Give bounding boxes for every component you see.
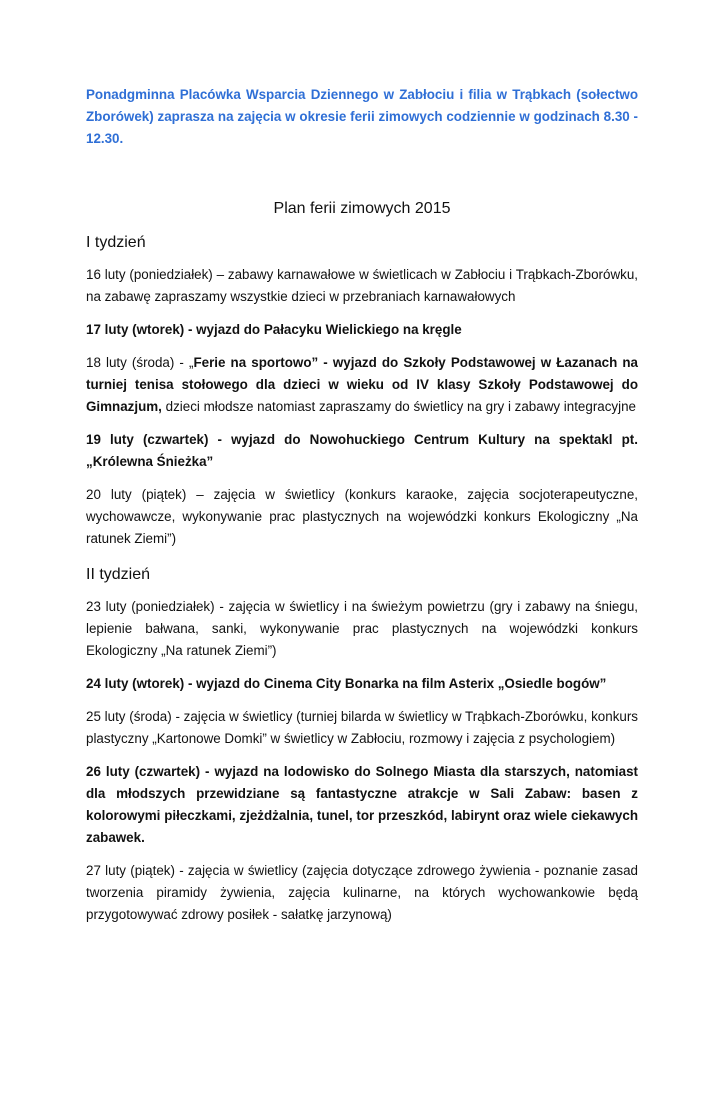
- week-2-day-26: 26 luty (czwartek) - wyjazd na lodowisko do Solnego Miasta dla starszych, natomiast dla młodszych przewidziane są fantastyczne atrakcje w Sali Zabaw: basen z kolorowymi piłeczkami, zjeżdżalnia, tunel, tor przeszkód, labirynt oraz wiele ciekawych zabawek.: [86, 764, 638, 845]
- week-1-day-18: [86, 352, 638, 418]
- week-2-heading: II tydzień: [86, 566, 151, 583]
- week-1-day-20: 20 luty (piątek) – zajęcia w świetlicy (konkurs karaoke, zajęcia socjoterapeutyczne, wychowawcze, wykonywanie prac plastycznych na wojewódzki konkurs Ekologiczny „Na ratunek Ziemi”): [86, 487, 638, 546]
- day-18-bold: Ferie na sportowo” - wyjazd do Szkoły Podstawowej w Łazanach na turniej tenisa stołowego dla dzieci w wieku od IV klasy Szkoły Podstawowej do Gimnazjum,: [86, 355, 638, 414]
- week-1-day-16: 16 luty (poniedziałek) – zabawy karnawałowe w świetlicach w Zabłociu i Trąbkach-Zborówku, na zabawę zapraszamy wszystkie dzieci w przebraniach karnawałowych: [86, 267, 638, 304]
- document-page: [0, 84, 724, 1108]
- week-2-day-25: 25 luty (środa) - zajęcia w świetlicy (turniej bilarda w świetlicy w Trąbkach-Zborówku, konkurs plastyczny „Kartonowe Domki” w świetlicy w Zabłociu, rozmowy i zajęcia z psychologiem): [86, 709, 638, 746]
- week-1-day-19: 19 luty (czwartek) - wyjazd do Nowohuckiego Centrum Kultury na spektakl pt.„Królewna Śnieżka”: [86, 432, 638, 469]
- day-18-tail: dzieci młodsze natomiast zapraszamy do świetlicy na gry i zabawy integracyjne: [161, 399, 636, 414]
- week-1-heading: I tydzień: [86, 234, 146, 251]
- week-2-day-24: 24 luty (wtorek) - wyjazd do Cinema City Bonarka na film Asterix „Osiedle bogów”: [86, 676, 607, 691]
- document-title: Plan ferii zimowych 2015: [273, 200, 451, 217]
- week-1-day-17: 17 luty (wtorek) - wyjazd do Pałacyku Wielickiego na kręgle: [86, 322, 462, 337]
- week-2-day-23: 23 luty (poniedziałek) - zajęcia w świetlicy i na świeżym powietrzu (gry i zabawy na śniegu, lepienie bałwana, sanki, wykonywanie prac plastycznych na wojewódzki konkurs Ekologiczny „Na ratunek Ziemi”): [86, 599, 638, 658]
- day-18-lead: 18 luty (środa) - „: [86, 355, 194, 370]
- week-2-day-27: 27 luty (piątek) - zajęcia w świetlicy (zajęcia dotyczące zdrowego żywienia - poznanie zasad tworzenia piramidy żywienia, zajęcia kulinarne, na których wychowankowie będą przygotowywać zdrowy posiłek - sałatkę jarzynową): [86, 863, 638, 922]
- intro-text: Ponadgminna Placówka Wsparcia Dziennego w Zabłociu i filia w Trąbkach (sołectwo Zborówek) zaprasza na zajęcia w okresie ferii zimowych codziennie w godzinach 8.30 - 12.30.: [86, 87, 638, 146]
